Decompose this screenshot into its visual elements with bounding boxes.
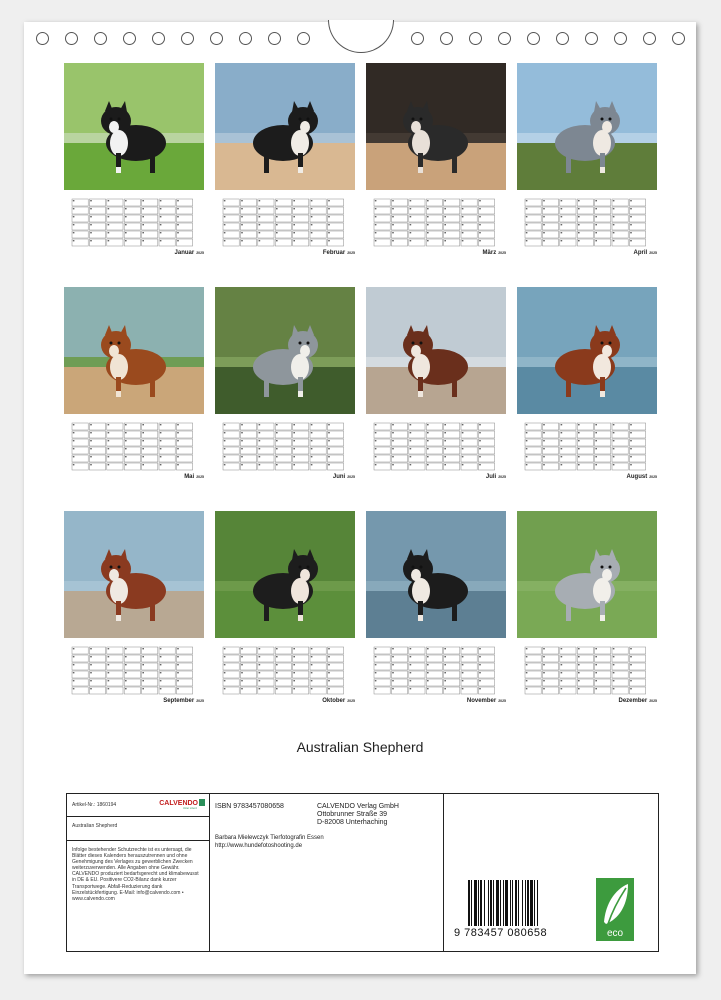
publisher-line: D-82008 Unterhaching: [317, 819, 388, 826]
photographer-line: Barbara Mielewczyk Tierfotografin Essen: [215, 835, 324, 841]
date-grid: [70, 422, 198, 472]
month-year: 2025: [196, 475, 204, 479]
two-red-dogs-photo: [366, 287, 506, 414]
dog-jumping-photo: [64, 287, 204, 414]
publisher-address: [317, 803, 399, 827]
month-name: [323, 250, 355, 256]
month-label: Juli: [485, 474, 497, 480]
binding-ring: [94, 32, 107, 45]
calendar-back-page: [24, 22, 696, 974]
calvendo-logo: [159, 799, 205, 807]
binding-ring: [152, 32, 165, 45]
date-grid: [221, 646, 349, 696]
logo-square-icon: [199, 799, 205, 806]
date-grid: [372, 198, 500, 248]
month-date-grid: [523, 646, 651, 701]
barcode-number: 9 783457 080658: [454, 927, 548, 939]
binding-ring: [440, 32, 453, 45]
date-grid: [372, 646, 500, 696]
month-photo: [366, 63, 506, 190]
month-label: November: [466, 698, 497, 704]
month-name: [627, 474, 657, 480]
binding-ring: [181, 32, 194, 45]
month-date-grid: [221, 646, 349, 701]
imprint-middle-column: [210, 794, 444, 951]
imprint-left-column: [67, 794, 210, 951]
month-label: Oktober: [322, 698, 346, 704]
binding-ring: [585, 32, 598, 45]
binding-ring: [614, 32, 627, 45]
month-photo: [215, 287, 355, 414]
logo-text: CALVENDO: [159, 800, 198, 807]
month-year: 2025: [347, 475, 355, 479]
month-year: 2025: [347, 251, 355, 255]
month-name: [483, 250, 506, 256]
article-number: Artikel-Nr.: 1860194: [72, 802, 117, 808]
month-date-grid: [372, 646, 500, 701]
month-year: 2025: [196, 251, 204, 255]
date-grid: [523, 422, 651, 472]
binding-ring: [643, 32, 656, 45]
binding-ring: [239, 32, 252, 45]
month-photo: [366, 287, 506, 414]
date-grid: [221, 198, 349, 248]
divider: [67, 840, 209, 841]
month-label: März: [482, 250, 497, 256]
barcode-icon: [466, 880, 570, 926]
imprint-box: [66, 793, 659, 952]
legal-notice: Infolge bestehender Schutzrechte ist es untersagt, die Blätter dieses Kalenders herauszutrennen und ohne Genehmigung des Verlages zu gewerblichen Zwecken weiterzuverwenden. Alle Angaben ohne Gewähr. CALVENDO produziert bedarfsgerecht und klimabewusst in DE & EU. Positivere CO2-Bilanz dank kurzer Transportwege. Abfall-Reduzierung dank Einzelstückfertigung. E-Mail: info@calvendo.com • www.calvendo.com: [72, 847, 199, 902]
month-photo: [215, 511, 355, 638]
month-photo: [366, 511, 506, 638]
dog-running-water-photo: [517, 287, 657, 414]
binding-ring: [672, 32, 685, 45]
month-year: 2025: [196, 699, 204, 703]
calendar-title: Australian Shepherd: [296, 739, 424, 755]
month-date-grid: [221, 198, 349, 253]
month-photo: [517, 511, 657, 638]
date-grid: [523, 646, 651, 696]
month-photo: [517, 63, 657, 190]
month-date-grid: [372, 422, 500, 477]
month-label: Februar: [322, 250, 346, 256]
month-date-grid: [523, 422, 651, 477]
month-label: August: [626, 474, 648, 480]
binding-ring: [36, 32, 49, 45]
date-grid: [70, 646, 198, 696]
binding-ring: [210, 32, 223, 45]
month-year: 2025: [649, 699, 657, 703]
isbn: ISBN 9783457080658: [215, 803, 284, 810]
date-grid: [372, 422, 500, 472]
month-date-grid: [372, 198, 500, 253]
month-date-grid: [70, 646, 198, 701]
month-label: Januar: [174, 250, 195, 256]
publisher-line: Ottobrunner Straße 39: [317, 811, 388, 818]
binding-ring: [411, 32, 424, 45]
merle-puppy-photo: [215, 287, 355, 414]
month-name: [175, 250, 204, 256]
month-label: September: [163, 698, 195, 704]
eco-leaf-icon: [596, 878, 634, 941]
month-name: [333, 474, 355, 480]
month-year: 2025: [498, 475, 506, 479]
dogs-tug-photo: [64, 511, 204, 638]
photographer-line: http://www.hundefotoshooting.de: [215, 842, 303, 849]
month-name: [486, 474, 506, 480]
month-date-grid: [70, 422, 198, 477]
month-label: Juni: [332, 474, 346, 480]
binding-ring: [556, 32, 569, 45]
date-grid: [523, 198, 651, 248]
dog-on-beach-photo: [215, 63, 355, 190]
month-name: [634, 250, 657, 256]
date-grid: [70, 198, 198, 248]
dog-with-kitten-photo: [366, 63, 506, 190]
eco-badge: [596, 878, 634, 941]
month-photo: [64, 63, 204, 190]
month-photo: [215, 63, 355, 190]
imprint-title: Australian Shepherd: [72, 823, 118, 829]
date-grid: [221, 422, 349, 472]
puppies-playing-photo: [215, 511, 355, 638]
binding-ring: [469, 32, 482, 45]
month-label: Dezember: [618, 698, 648, 704]
month-year: 2025: [498, 251, 506, 255]
month-date-grid: [70, 198, 198, 253]
month-date-grid: [523, 198, 651, 253]
month-photo: [517, 287, 657, 414]
month-label: Mai: [184, 474, 195, 480]
imprint-right-column: [444, 794, 658, 951]
month-name: [322, 698, 355, 704]
month-photo: [64, 287, 204, 414]
month-name: [163, 698, 204, 704]
month-year: 2025: [498, 699, 506, 703]
eco-label: eco: [606, 928, 624, 939]
month-name: [619, 698, 657, 704]
month-name: [467, 698, 506, 704]
month-label: April: [633, 250, 648, 256]
binding-ring: [268, 32, 281, 45]
month-date-grid: [221, 422, 349, 477]
dog-on-grass-photo: [64, 63, 204, 190]
binding-ring: [65, 32, 78, 45]
month-year: 2025: [347, 699, 355, 703]
merle-puppy-lying-photo: [517, 511, 657, 638]
binding-ring: [498, 32, 511, 45]
month-photo: [64, 511, 204, 638]
divider: [67, 816, 209, 817]
month-year: 2025: [649, 475, 657, 479]
dog-with-toy-photo: [366, 511, 506, 638]
logo-tagline: Unter Lizenz: [182, 807, 197, 810]
publisher-line: CALVENDO Verlag GmbH: [317, 803, 399, 810]
month-name: [184, 474, 204, 480]
binding-ring: [297, 32, 310, 45]
month-year: 2025: [649, 251, 657, 255]
dog-portrait-photo: [517, 63, 657, 190]
binding-ring: [123, 32, 136, 45]
photographer-credit: [215, 835, 324, 850]
binding-ring: [527, 32, 540, 45]
